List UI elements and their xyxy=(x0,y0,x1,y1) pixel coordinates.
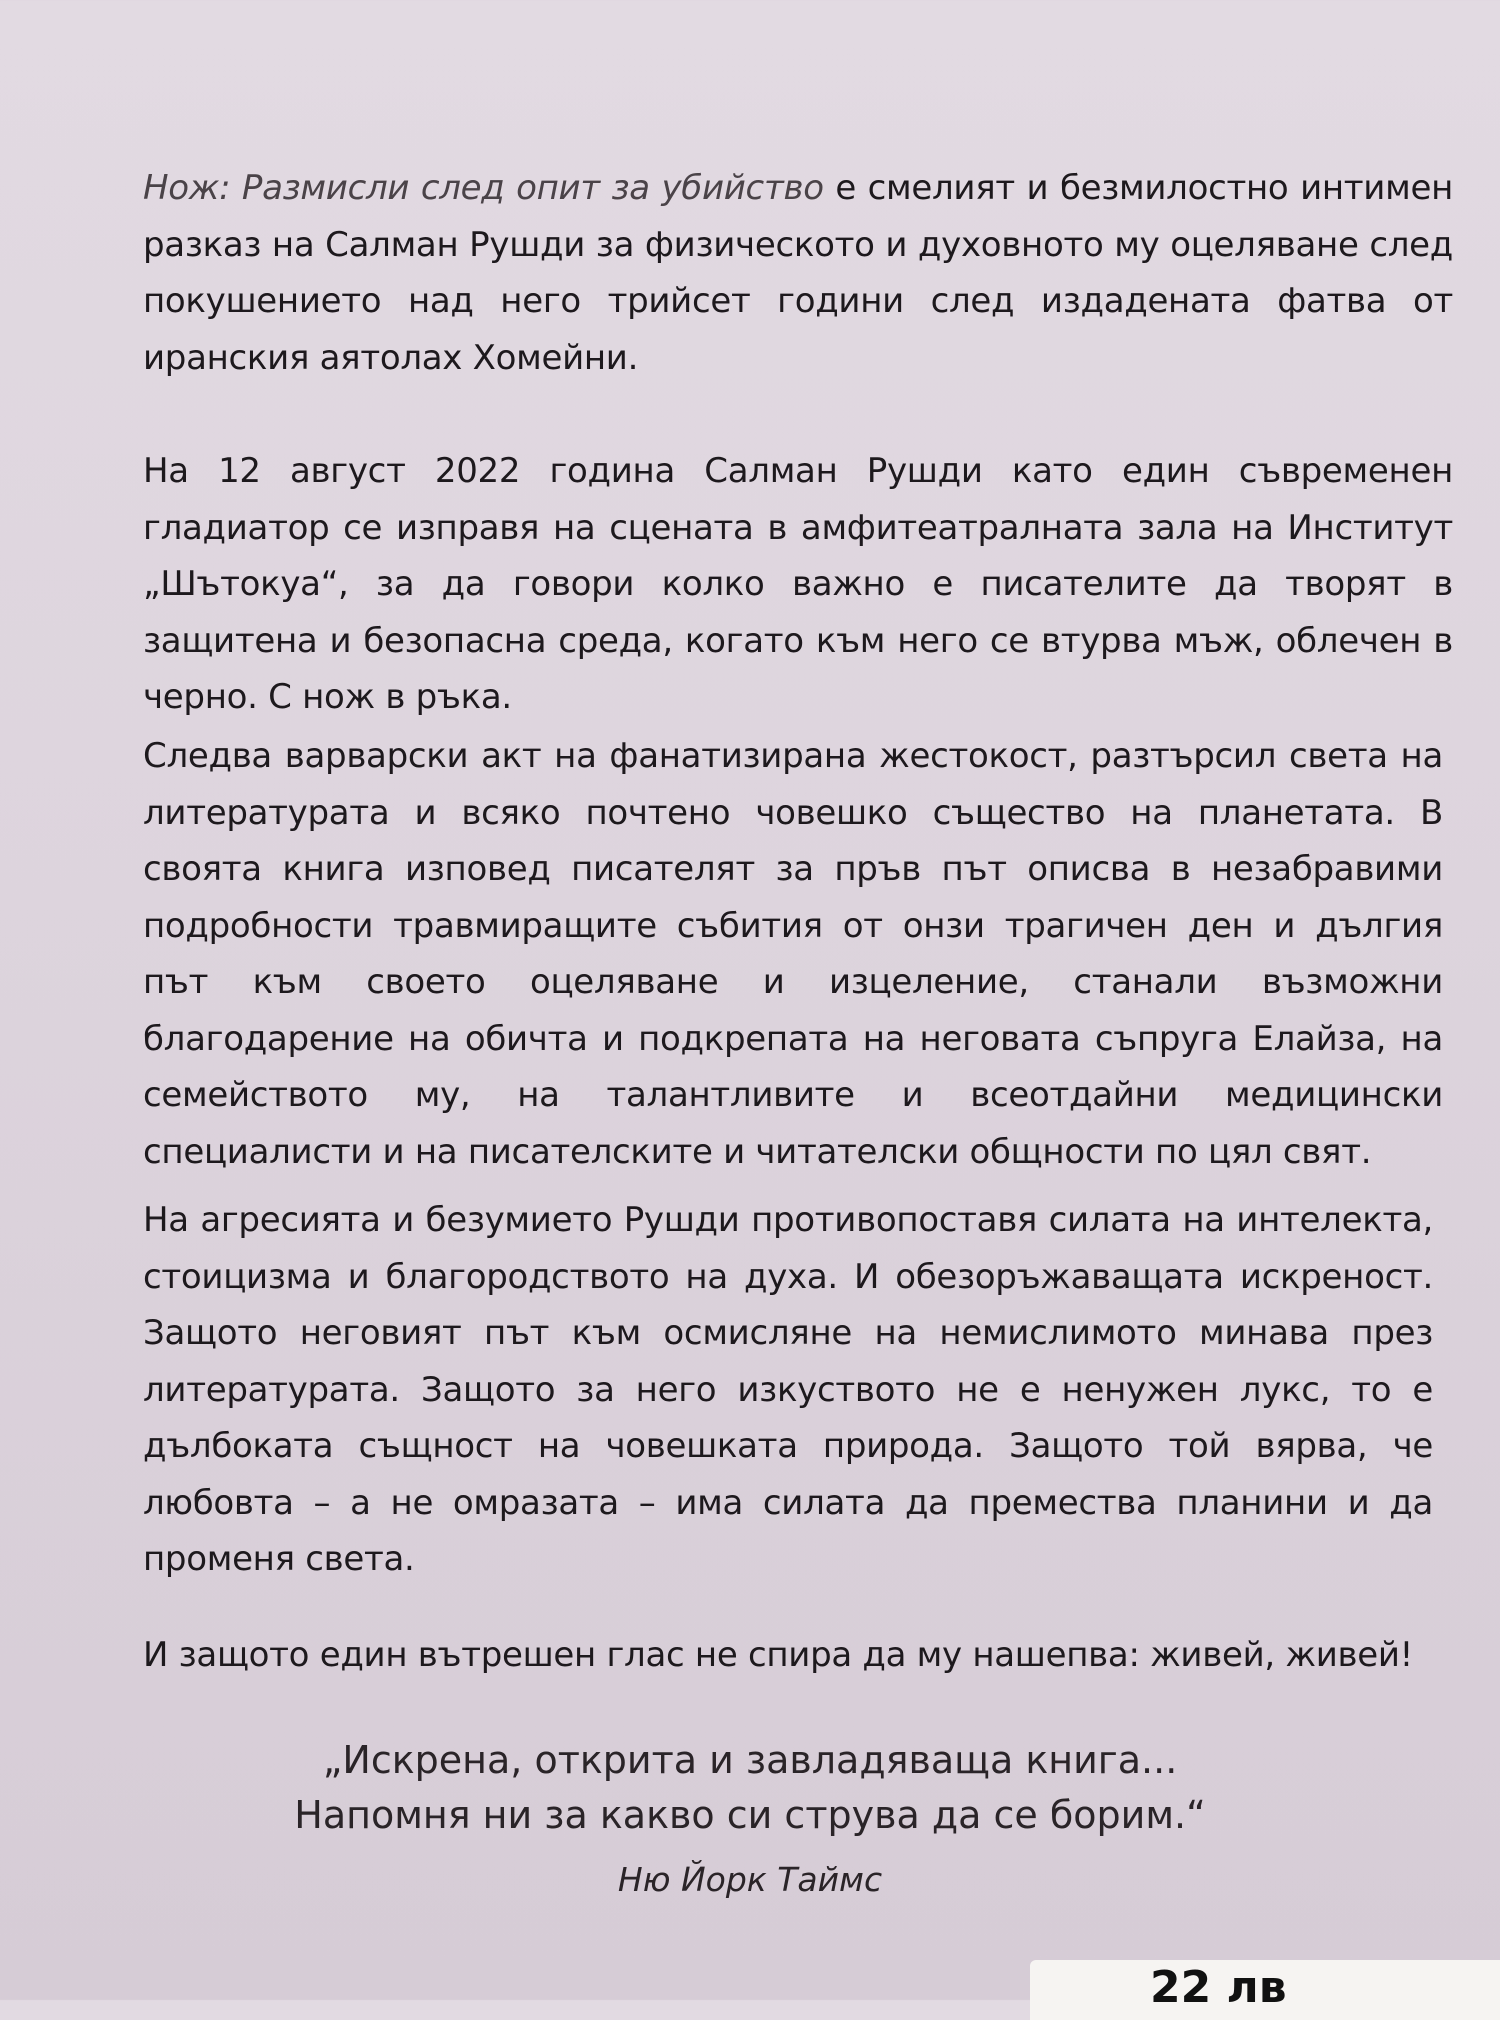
review-quote xyxy=(250,1733,1250,1843)
price-text: 22 лв xyxy=(1150,1962,1287,2013)
paragraph-closing: И защото един вътрешен глас не спира да му нашепва: живей, живей! xyxy=(143,1635,1414,1675)
book-title: Нож: Размисли след опит за убийство xyxy=(143,168,824,208)
paragraph-aftermath: Следва варварски акт на фанатизирана жестокост, разтърсил света на литературата и всяко почтено човешко същество на планетата. В своята книга изповед писателят за пръв път описва в незабравими подробности травмиращите събития от онзи трагичен ден и дългия път към своето оцеляване и изцеление, станали възможни благодарение на обичта и подкрепата на неговата съпруга Елайза, на семейството му, на талантливите и всеотдайни медицински специалисти и на писателските и читателски общности по цял свят. xyxy=(143,736,1443,1172)
quote-line-1: „Искрена, открита и завладяваща книга... xyxy=(322,1738,1178,1782)
price-sticker xyxy=(1030,1960,1500,2020)
paragraph-attack: На 12 август 2022 година Салман Рушди като един съвременен гладиатор се изправя на сцената в амфитеатралната зала на Институт „Шътокуа“, за да говори колко важно е писателите да творят в защитена и безопасна среда, когато към него се втурва мъж, облечен в черно. С нож в ръка. xyxy=(143,451,1453,717)
intro-text: е смелият и безмилостно интимен разказ на Салман Рушди за физическото и духовното му оцеляване след покушението над него трийсет години след издадената фатва от иранския аятолах Хомейни. xyxy=(143,168,1453,378)
paragraph-intro xyxy=(143,160,1453,386)
paragraph-response: На агресията и безумието Рушди противопоставя силата на интелекта, стоицизма и благородството на духа. И обезоръжаващата искреност. Защото неговият път към осмисляне на немислимото минава през литературата. Защото за него изкуството не е ненужен лукс, то е дълбоката същност на човешката природа. Защото той вярва, че любовта – а не омразата – има силата да премества планини и да променя света. xyxy=(143,1200,1433,1579)
quote-source: Ню Йорк Таймс xyxy=(617,1860,883,1899)
quote-line-2: Напомня ни за какво си струва да се борим.“ xyxy=(294,1793,1206,1837)
